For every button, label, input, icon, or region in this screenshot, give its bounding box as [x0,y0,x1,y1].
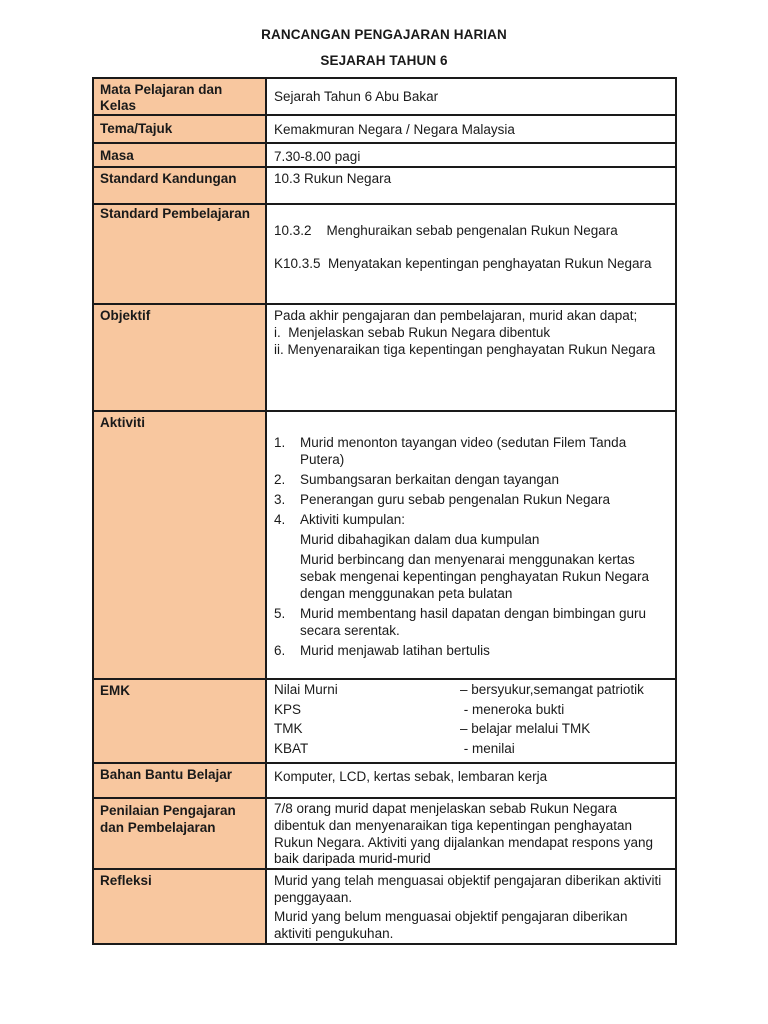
label-reflection: Refleksi [93,869,266,944]
row-time [93,143,676,167]
activity-item: 2. Sumbangsaran berkaitan dengan tayangan [274,472,559,487]
value-time: 7.30-8.00 pagi [266,143,676,167]
reflection-item: Murid yang telah menguasai objektif pengajaran diberikan aktiviti penggayaan. [274,873,662,906]
value-materials: Komputer, LCD, kertas sebak, lembaran kerja [266,763,676,798]
label-learning-standard: Standard Pembelajaran [93,204,266,304]
label-activities: Aktiviti [93,411,266,679]
page-title: RANCANGAN PENGAJARAN HARIAN [261,27,507,42]
row-activities [93,411,676,679]
value-activities [266,411,676,679]
row-emk [93,679,676,763]
reflection-item: Murid yang belum menguasai objektif pengajaran diberikan aktiviti pengukuhan. [274,909,628,942]
learning-standard-item: K10.3.5 Menyatakan kepentingan penghayatan Rukun Negara [274,256,652,271]
activity-item: 4. Aktiviti kumpulan: Murid dibahagikan dalam dua kumpulan Murid berbincang dan menyenarai menggunakan kertas sebak mengenai kepentingan penghayatan Rukun Negara dengan menggunakan peta bulatan [274,511,668,602]
label-content-standard: Standard Kandungan [93,167,266,204]
row-objective [93,304,676,411]
objective-item: i. Menjelaskan sebab Rukun Negara dibentuk [274,325,551,340]
value-reflection [266,869,676,944]
value-learning-standard [266,204,676,304]
row-materials [93,763,676,798]
objective-item: ii. Menyenaraikan tiga kepentingan penghayatan Rukun Negara [274,342,656,357]
row-learning-standard [93,204,676,304]
emk-item: KBAT - menilai [274,740,515,756]
label-time: Masa [93,143,266,167]
learning-standard-item: 10.3.2 Menghuraikan sebab pengenalan Rukun Negara [274,223,618,238]
activity-sub-item: Murid dibahagikan dalam dua kumpulan [300,532,540,547]
value-subject: Sejarah Tahun 6 Abu Bakar [266,78,676,115]
page-subtitle: SEJARAH TAHUN 6 [320,53,448,68]
objective-intro: Pada akhir pengajaran dan pembelajaran, murid akan dapat; [274,308,638,323]
value-objective [266,304,676,411]
label-objective: Objektif [93,304,266,411]
label-subject: Mata Pelajaran dan Kelas [93,78,266,115]
label-assessment: Penilaian Pengajaran dan Pembelajaran [93,798,266,869]
activity-item: 6. Murid menjawab latihan bertulis [274,643,490,658]
row-assessment [93,798,676,869]
activity-item: 1. Murid menonton tayangan video (sedutan Filem Tanda Putera) [274,435,627,467]
emk-item: TMK – belajar melalui TMK [274,721,591,737]
value-content-standard: 10.3 Rukun Negara [266,167,676,204]
row-subject [93,78,676,115]
activity-list [274,434,668,659]
lesson-plan-table [92,77,677,945]
value-assessment: 7/8 orang murid dapat menjelaskan sebab Rukun Negara dibentuk dan menyenaraikan tiga kepentingan penghayatan Rukun Negara. Aktiviti yang dijalankan mendapat respons yang baik daripada murid-murid [266,798,676,869]
emk-item: Nilai Murni – bersyukur,semangat patriotik [274,682,644,698]
label-materials: Bahan Bantu Belajar [93,763,266,798]
activity-item: 5. Murid membentang hasil dapatan dengan bimbingan guru secara serentak. [274,606,646,638]
activity-item: 3. Penerangan guru sebab pengenalan Rukun Negara [274,492,610,507]
label-theme: Tema/Tajuk [93,115,266,143]
value-theme: Kemakmuran Negara / Negara Malaysia [266,115,676,143]
row-content-standard [93,167,676,204]
row-theme [93,115,676,143]
value-emk [266,679,676,763]
label-emk: EMK [93,679,266,763]
emk-item: KPS - meneroka bukti [274,701,565,717]
activity-sub-item: Murid berbincang dan menyenarai menggunakan kertas sebak mengenai kepentingan penghayatan Rukun Negara dengan menggunakan peta bulatan [300,552,650,601]
row-reflection [93,869,676,944]
